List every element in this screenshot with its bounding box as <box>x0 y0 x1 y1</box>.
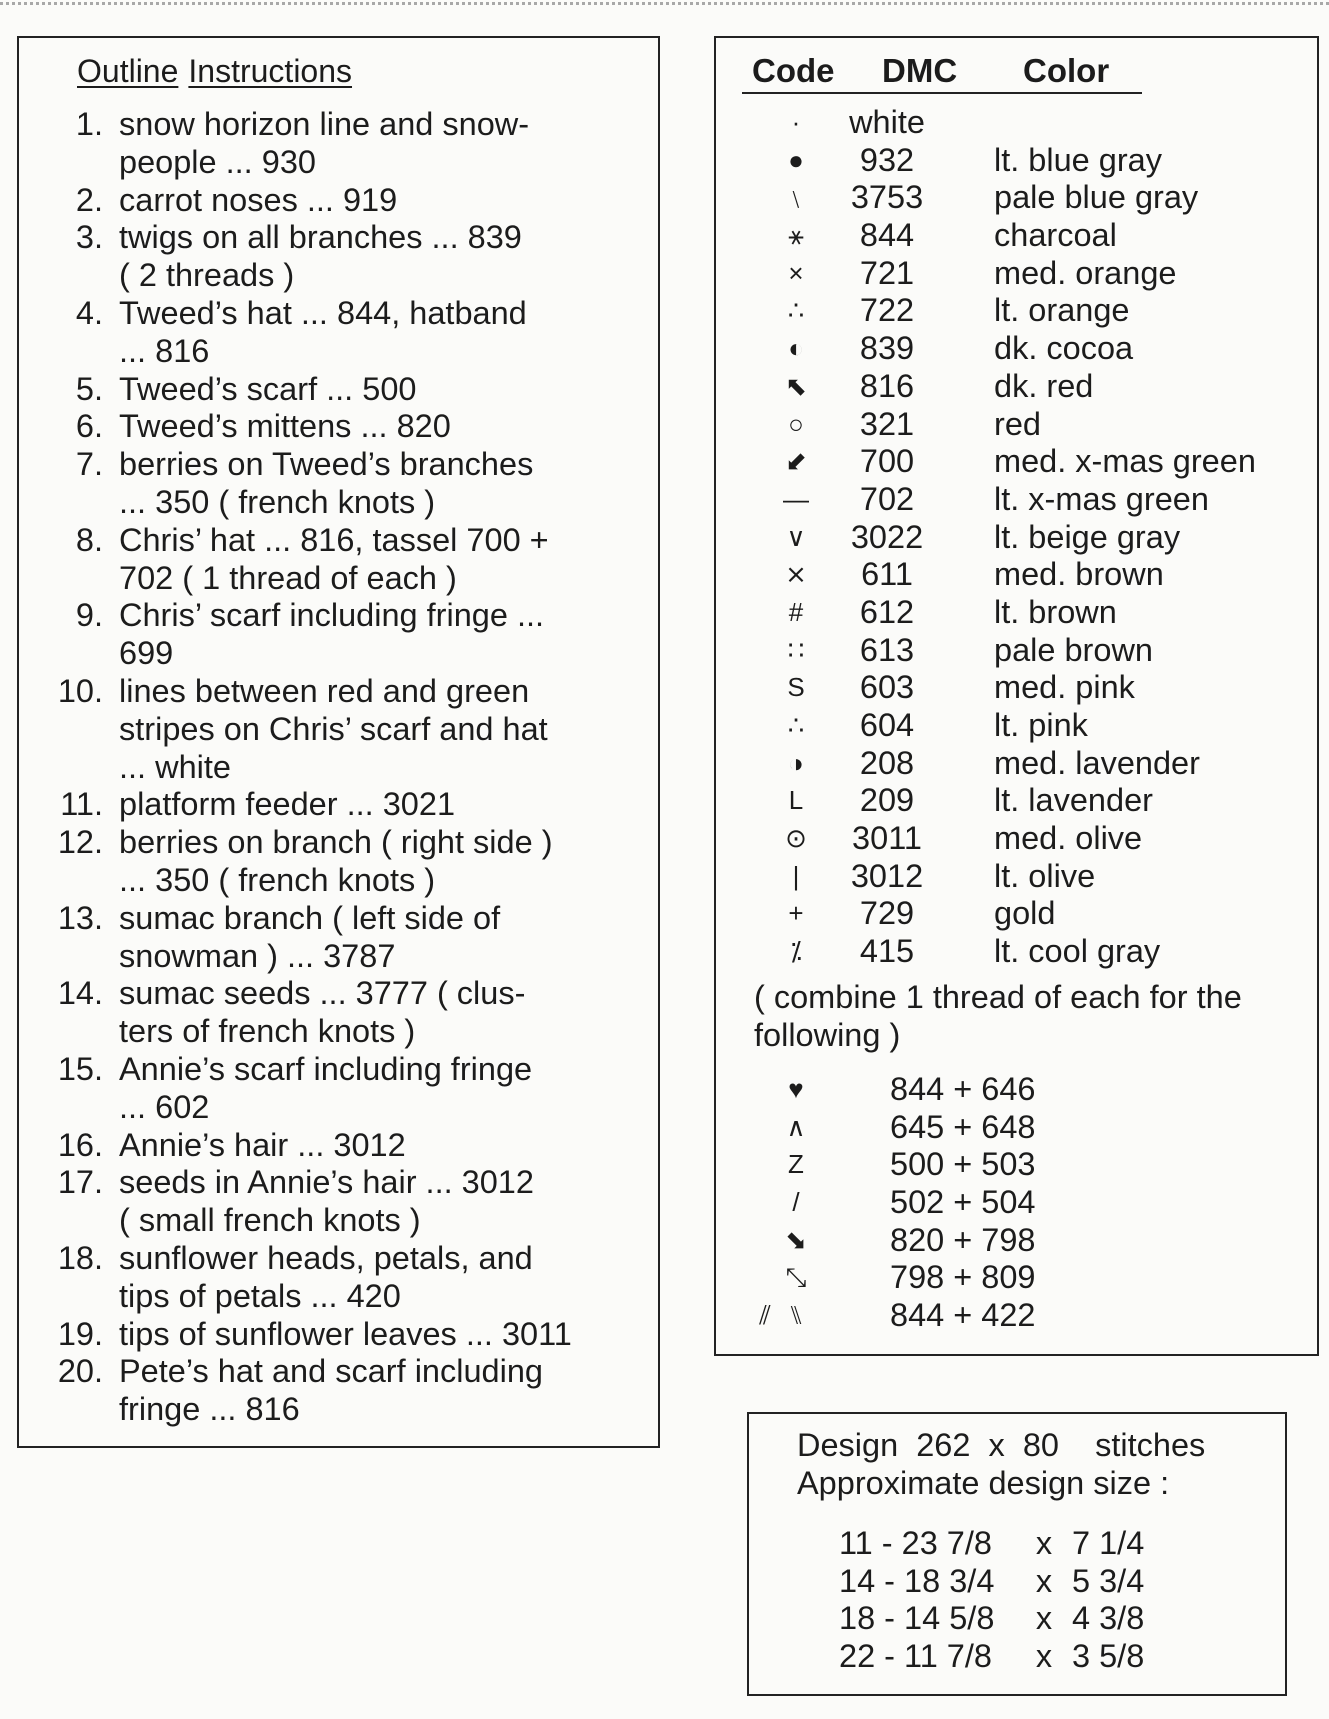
instruction-text: Tweed’s hat ... 844, hatband ... 816 <box>119 294 527 369</box>
key-row <box>716 519 1316 557</box>
instruction-item <box>19 975 649 1051</box>
instruction-number: 19. <box>57 1315 103 1352</box>
instruction-item <box>19 219 649 295</box>
dmc-number: 3011 <box>852 820 922 857</box>
color-name: lt. cool gray <box>994 933 1161 970</box>
dmc-number: 839 <box>859 330 915 367</box>
key-row <box>716 255 1316 293</box>
color-header: Color <box>1023 52 1110 89</box>
design-height: 4 3/8 <box>1072 1600 1145 1636</box>
dmc-number: 816 <box>859 367 915 404</box>
dmc-number: 612 <box>859 593 915 630</box>
instruction-text: Pete’s hat and scarf including fringe ... 816 <box>119 1353 543 1428</box>
instruction-number: 7. <box>75 446 103 483</box>
color-name: lt. brown <box>994 593 1117 630</box>
x-mark-icon: × <box>788 257 804 288</box>
key-row <box>716 330 1316 368</box>
outline-title-word2: Instructions <box>188 53 353 89</box>
instruction-number: 15. <box>57 1050 103 1087</box>
combination-value: 502 + 504 <box>890 1184 1036 1221</box>
three-dots-2-icon: ∴ <box>787 710 805 740</box>
instruction-item <box>19 824 649 900</box>
arrow-down-right-icon: ⬊ <box>785 1224 807 1255</box>
key-row <box>716 481 1316 519</box>
color-name: med. orange <box>994 254 1177 291</box>
instruction-item <box>19 1316 649 1354</box>
caret-icon: ∧ <box>786 1111 806 1142</box>
instruction-text: snow horizon line and snow- people ... 930 <box>119 106 530 180</box>
fabric-count-width: 18 - 14 5/8 <box>839 1600 995 1636</box>
color-name: med. olive <box>994 820 1143 857</box>
instruction-text: Annie’s hair ... 3012 <box>119 1126 406 1163</box>
combination-value: 844 + 422 <box>890 1297 1036 1334</box>
color-key-box <box>714 36 1319 1356</box>
key-row <box>716 820 1316 858</box>
instruction-text: platform feeder ... 3021 <box>119 786 456 823</box>
instruction-number: 13. <box>57 899 103 936</box>
instruction-item <box>19 1164 649 1240</box>
combination-row <box>716 1297 1316 1335</box>
dmc-number: 3022 <box>850 518 924 555</box>
instruction-item <box>19 1051 649 1127</box>
dmc-number: 722 <box>859 292 915 329</box>
code-header: Code <box>752 52 835 89</box>
instruction-text: Annie’s scarf including fringe ... 602 <box>119 1050 533 1125</box>
design-height: 5 3/4 <box>1072 1562 1145 1599</box>
instruction-number: 6. <box>75 408 103 445</box>
three-dots-icon: ∴ <box>787 295 805 326</box>
times-sign: x <box>1035 1600 1053 1636</box>
fabric-count-width: 11 - 23 7/8 <box>839 1525 992 1561</box>
combination-row <box>716 1071 1316 1109</box>
instruction-item <box>19 1127 649 1165</box>
design-size-row <box>749 1637 1289 1675</box>
key-row <box>716 858 1316 896</box>
key-row <box>716 368 1316 406</box>
slash-icon: / <box>792 1187 800 1218</box>
color-name: med. brown <box>994 556 1164 593</box>
design-size-row <box>749 1599 1289 1637</box>
key-row <box>716 745 1316 783</box>
key-row <box>716 707 1316 745</box>
color-name: med. x-mas green <box>994 443 1256 480</box>
color-name: med. lavender <box>994 744 1200 781</box>
instruction-number: 5. <box>75 370 103 407</box>
instruction-item <box>19 106 649 182</box>
instruction-text: lines between red and green stripes on Chris’ scarf and hat ... white <box>119 672 548 785</box>
times-sign: x <box>1035 1562 1053 1599</box>
instruction-text: sunflower heads, petals, and tips of petals ... 420 <box>119 1239 533 1314</box>
combination-value: 798 + 809 <box>890 1259 1036 1296</box>
instruction-text: seeds in Annie’s hair ... 3012 ( small french knots ) <box>119 1164 534 1239</box>
instruction-number: 17. <box>57 1164 103 1201</box>
dmc-number: 613 <box>859 631 915 668</box>
instruction-item <box>19 446 649 522</box>
key-row <box>716 217 1316 255</box>
instruction-text: twigs on all branches ... 839 ( 2 threads ) <box>119 219 522 294</box>
combination-value: 820 + 798 <box>890 1221 1036 1258</box>
instruction-number: 10. <box>57 672 103 709</box>
dmc-number: 700 <box>859 443 915 480</box>
dmc-number: 611 <box>861 556 913 593</box>
instruction-number: 8. <box>75 521 103 558</box>
key-row <box>716 406 1316 444</box>
design-height: 3 5/8 <box>1072 1637 1145 1674</box>
half-circle-right-icon: ◑ <box>788 747 804 778</box>
dmc-number: 932 <box>859 141 915 178</box>
color-name: lt. olive <box>994 857 1096 894</box>
percent-slash-icon: ⁒ <box>790 936 802 967</box>
design-size-row <box>749 1524 1289 1562</box>
bar-x-icon: ⨯ <box>785 559 807 590</box>
arrow-up-left-icon: ⬉ <box>785 370 807 401</box>
color-name: charcoal <box>994 217 1117 254</box>
letter-s-icon: S <box>787 672 805 703</box>
diagonal-arrow-icon: ⤡ <box>785 1262 807 1293</box>
combination-value: 645 + 648 <box>890 1108 1036 1145</box>
instruction-item <box>19 597 649 673</box>
instruction-number: 14. <box>57 975 103 1012</box>
outline-title <box>77 52 352 90</box>
heart-icon: ♥ <box>788 1074 804 1104</box>
color-name: lt. lavender <box>994 782 1153 819</box>
instruction-text: Chris’ scarf including fringe ... 699 <box>119 597 545 672</box>
dmc-number: 321 <box>859 405 915 442</box>
backslash-icon: ﹨ <box>782 182 809 213</box>
instruction-number: 12. <box>57 824 103 861</box>
combination-value: 844 + 646 <box>890 1071 1036 1107</box>
dmc-number: 208 <box>859 744 915 781</box>
instruction-number: 4. <box>75 294 103 331</box>
dotted-top-border <box>0 2 1329 5</box>
design-size-row <box>749 1562 1289 1600</box>
key-row <box>716 933 1316 971</box>
letter-l-icon: L <box>788 785 804 816</box>
arrow-down-left-icon: ⬋ <box>785 446 807 477</box>
dotted-circle-icon: ⊙ <box>785 823 807 854</box>
color-name: red <box>994 405 1041 442</box>
color-name: dk. cocoa <box>994 330 1134 367</box>
plus-icon: + <box>788 898 804 929</box>
design-size-label: Approximate design size : <box>797 1465 1170 1501</box>
key-row <box>716 443 1316 481</box>
instruction-text: sumac branch ( left side of snowman ) ... 3787 <box>119 899 501 974</box>
key-row <box>716 104 1316 142</box>
combination-row <box>716 1146 1316 1184</box>
times-sign: x <box>1035 1525 1053 1561</box>
instructions-list <box>19 106 649 1429</box>
design-size-box <box>747 1412 1287 1696</box>
dmc-number: 209 <box>859 782 915 819</box>
design-stitches: Design 262 x 80 stitches <box>797 1427 1206 1463</box>
color-name: lt. x-mas green <box>994 480 1209 517</box>
combine-note: ( combine 1 thread of each for the following ) <box>754 979 1242 1053</box>
instruction-number: 11. <box>60 786 103 823</box>
instruction-item <box>19 371 649 409</box>
dmc-number: 844 <box>859 217 915 254</box>
dmc-number: 702 <box>859 480 915 517</box>
letter-z-icon: Z <box>788 1149 804 1180</box>
color-name: lt. orange <box>994 292 1130 329</box>
instruction-item <box>19 408 649 446</box>
dmc-number: 3753 <box>850 179 924 216</box>
combination-value: 500 + 503 <box>890 1146 1036 1183</box>
instruction-number: 2. <box>75 181 103 218</box>
dmc-number: white <box>849 104 925 140</box>
instruction-item <box>19 900 649 976</box>
fabric-count-width: 22 - 11 7/8 <box>839 1637 992 1674</box>
instruction-number: 20. <box>57 1353 103 1390</box>
instruction-text: tips of sunflower leaves ... 3011 <box>119 1315 572 1352</box>
key-row <box>716 632 1316 670</box>
color-name: pale brown <box>994 631 1153 668</box>
color-name: lt. pink <box>994 707 1088 743</box>
instruction-item <box>19 673 649 786</box>
half-filled-circle-icon: ◐ <box>788 333 804 364</box>
hash-icon: # <box>788 596 804 627</box>
instruction-item <box>19 295 649 371</box>
times-sign: x <box>1035 1637 1053 1674</box>
key-row <box>716 556 1316 594</box>
instruction-text: sumac seeds ... 3777 ( clus- ters of french knots ) <box>119 975 526 1050</box>
instruction-text: berries on branch ( right side ) ... 350 ( french knots ) <box>119 824 553 898</box>
color-name: lt. beige gray <box>994 518 1181 555</box>
double-backslash-icon: ⑊ <box>788 1300 804 1331</box>
dot-icon: · <box>791 107 801 137</box>
dmc-number: 603 <box>859 669 915 706</box>
dmc-number: 3012 <box>850 857 924 894</box>
dmc-number: 604 <box>859 707 915 743</box>
instruction-item <box>19 1240 649 1316</box>
combination-row <box>716 1259 1316 1297</box>
color-name: dk. red <box>994 367 1094 404</box>
color-name: gold <box>994 895 1056 932</box>
key-row <box>716 895 1316 933</box>
double-slash-icon: ⫽ <box>759 1300 771 1331</box>
combination-table <box>716 1071 1316 1335</box>
dash-icon: — <box>783 483 809 514</box>
instruction-text: Tweed’s mittens ... 820 <box>119 408 451 445</box>
dmc-number: 729 <box>859 895 915 932</box>
instruction-item <box>19 522 649 598</box>
combination-row <box>716 1184 1316 1222</box>
vertical-bar-icon: | <box>792 860 800 891</box>
dmc-number: 415 <box>859 933 915 970</box>
dmc-header: DMC <box>882 52 958 89</box>
check-v-icon: ∨ <box>786 521 806 552</box>
header-underline <box>742 92 1142 94</box>
instruction-item <box>19 786 649 824</box>
instruction-number: 3. <box>75 219 103 256</box>
open-circle-icon: ○ <box>788 408 804 439</box>
instruction-item <box>19 182 649 220</box>
fabric-count-width: 14 - 18 3/4 <box>839 1562 995 1599</box>
instruction-text: Tweed’s scarf ... 500 <box>119 370 417 407</box>
color-name: med. pink <box>994 669 1135 706</box>
instruction-text: Chris’ hat ... 816, tassel 700 + 702 ( 1 thread of each ) <box>119 521 549 596</box>
key-row <box>716 142 1316 180</box>
color-name: pale blue gray <box>994 179 1199 216</box>
instruction-number: 1. <box>75 106 103 142</box>
instruction-text: berries on Tweed’s branches ... 350 ( french knots ) <box>119 446 534 520</box>
outline-instructions-box <box>17 36 660 1448</box>
outline-title-word1: Outline <box>77 53 179 89</box>
filled-circle-icon: ● <box>788 144 804 175</box>
instruction-item <box>19 1353 649 1429</box>
four-dots-icon: ∷ <box>787 634 805 665</box>
instruction-number: 18. <box>57 1239 103 1276</box>
instruction-text: carrot noses ... 919 <box>119 181 398 218</box>
color-key-table <box>716 104 1316 971</box>
instruction-number: 16. <box>57 1126 103 1163</box>
combination-row <box>716 1109 1316 1147</box>
dmc-number: 721 <box>859 254 915 291</box>
color-name: lt. blue gray <box>994 141 1163 178</box>
key-row <box>716 292 1316 330</box>
instruction-number: 9. <box>75 597 103 634</box>
key-row <box>716 179 1316 217</box>
key-row <box>716 782 1316 820</box>
key-row <box>716 594 1316 632</box>
combination-row <box>716 1222 1316 1260</box>
design-height: 7 1/4 <box>1072 1525 1145 1561</box>
asterisk-icon: ⚹ <box>788 220 804 251</box>
key-row <box>716 669 1316 707</box>
